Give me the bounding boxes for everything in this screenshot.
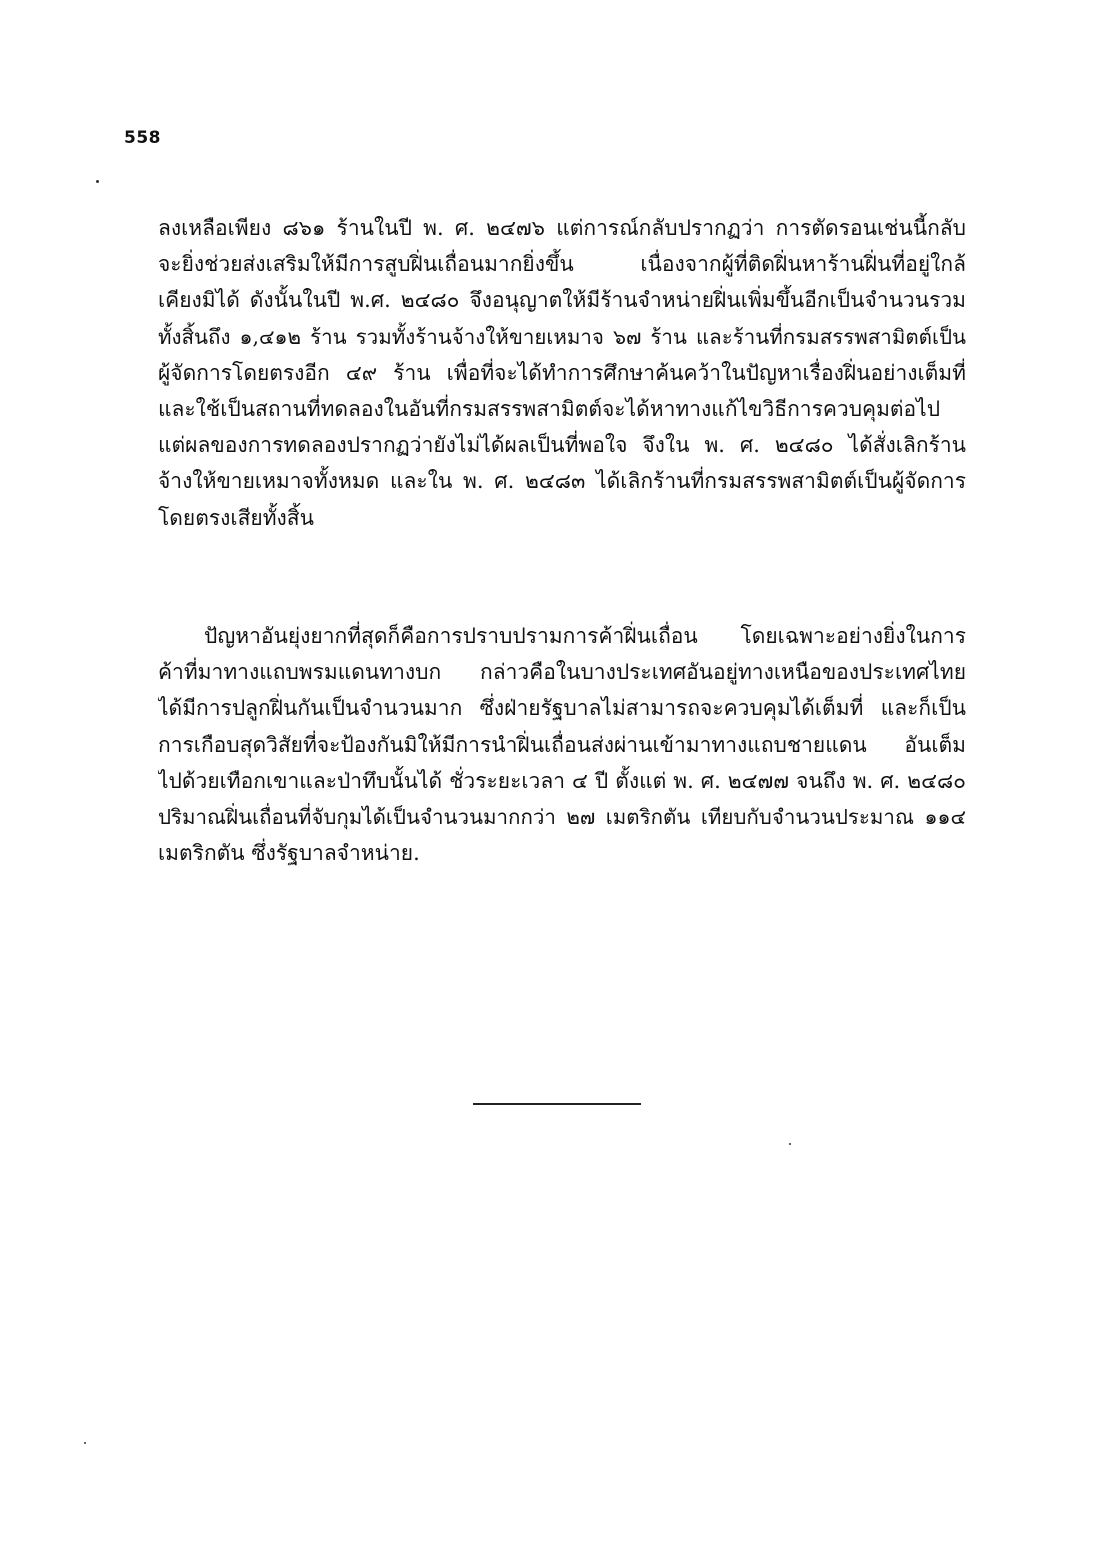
text-line: ลงเหลือเพียง ๘๖๑ ร้านในปี พ. ศ. ๒๔๗๖ แต่การณ์กลับปรากฏว่า การตัดรอนเช่นนี้กลับ	[158, 216, 966, 240]
paragraph-1	[158, 210, 966, 536]
text-line: โดยตรงเสียทั้งสิ้น	[158, 505, 314, 530]
page-number: 558	[124, 128, 161, 148]
section-divider	[473, 1103, 641, 1105]
scan-speck	[96, 180, 99, 183]
text-line: ปัญหาอันยุ่งยากที่สุดก็คือการปราบปรามการค้าฝิ่นเถื่อน โดยเฉพาะอย่างยิ่งในการ	[204, 624, 966, 648]
text-line: จะยิ่งช่วยส่งเสริมให้มีการสูบฝิ่นเถื่อนมากยิ่งขึ้น เนื่องจากผู้ที่ติดฝิ่นหาร้านฝิ่นที่อยู่ใกล้	[158, 252, 966, 277]
text-line: การเกือบสุดวิสัยที่จะป้องกันมิให้มีการนำฝิ่นเถื่อนส่งผ่านเข้ามาทางแถบชายแดน อันเต็ม	[158, 732, 966, 757]
text-line: ปริมาณฝิ่นเถื่อนที่จับกุมได้เป็นจำนวนมากกว่า ๒๗ เมตริกตัน เทียบกับจำนวนประมาณ ๑๑๔	[158, 805, 966, 830]
text-line: จ้างให้ขายเหมาจทั้งหมด และใน พ. ศ. ๒๔๘๓ ได้เลิกร้านที่กรมสรรพสามิตต์เป็นผู้จัดการ	[158, 469, 966, 494]
text-line: เคียงมิได้ ดังนั้นในปี พ.ศ. ๒๔๘๐ จึงอนุญาตให้มีร้านจำหน่ายฝิ่นเพิ่มขึ้นอีกเป็นจำนวนรวม	[158, 288, 966, 313]
text-line: ทั้งสิ้นถึง ๑,๔๑๒ ร้าน รวมทั้งร้านจ้างให้ขายเหมาจ ๖๗ ร้าน และร้านที่กรมสรรพสามิตต์เป็น	[158, 324, 966, 349]
text-line: เมตริกตัน ซึ่งรัฐบาลจำหน่าย.	[158, 841, 420, 866]
scan-speck	[789, 1143, 791, 1145]
text-line: ไปด้วยเทือกเขาและป่าทึบนั้นได้ ชั่วระยะเวลา ๔ ปี ตั้งแต่ พ. ศ. ๒๔๗๗ จนถึง พ. ศ. ๒๔๘๐	[158, 768, 966, 793]
scan-speck	[84, 1442, 86, 1444]
text-line: แต่ผลของการทดลองปรากฏว่ายังไม่ได้ผลเป็นที่พอใจ จึงใน พ. ศ. ๒๔๘๐ ได้สั่งเลิกร้าน	[158, 433, 966, 458]
text-line: ผู้จัดการโดยตรงอีก ๔๙ ร้าน เพื่อที่จะได้ทำการศึกษาค้นคว้าในปัญหาเรื่องฝิ่นอย่างเต็มที่	[158, 360, 966, 385]
text-line: ได้มีการปลูกฝิ่นกันเป็นจำนวนมาก ซึ่งฝ่ายรัฐบาลไม่สามารถจะควบคุมได้เต็มที่ และก็เป็น	[158, 696, 966, 721]
text-line: ค้าที่มาทางแถบพรมแดนทางบก กล่าวคือในบางประเทศอันอยู่ทางเหนือของประเทศไทย	[158, 660, 966, 685]
paragraph-2	[158, 618, 966, 871]
text-line: และใช้เป็นสถานที่ทดลองในอันที่กรมสรรพสามิตต์จะได้หาทางแก้ไขวิธีการควบคุมต่อไป	[158, 397, 941, 422]
